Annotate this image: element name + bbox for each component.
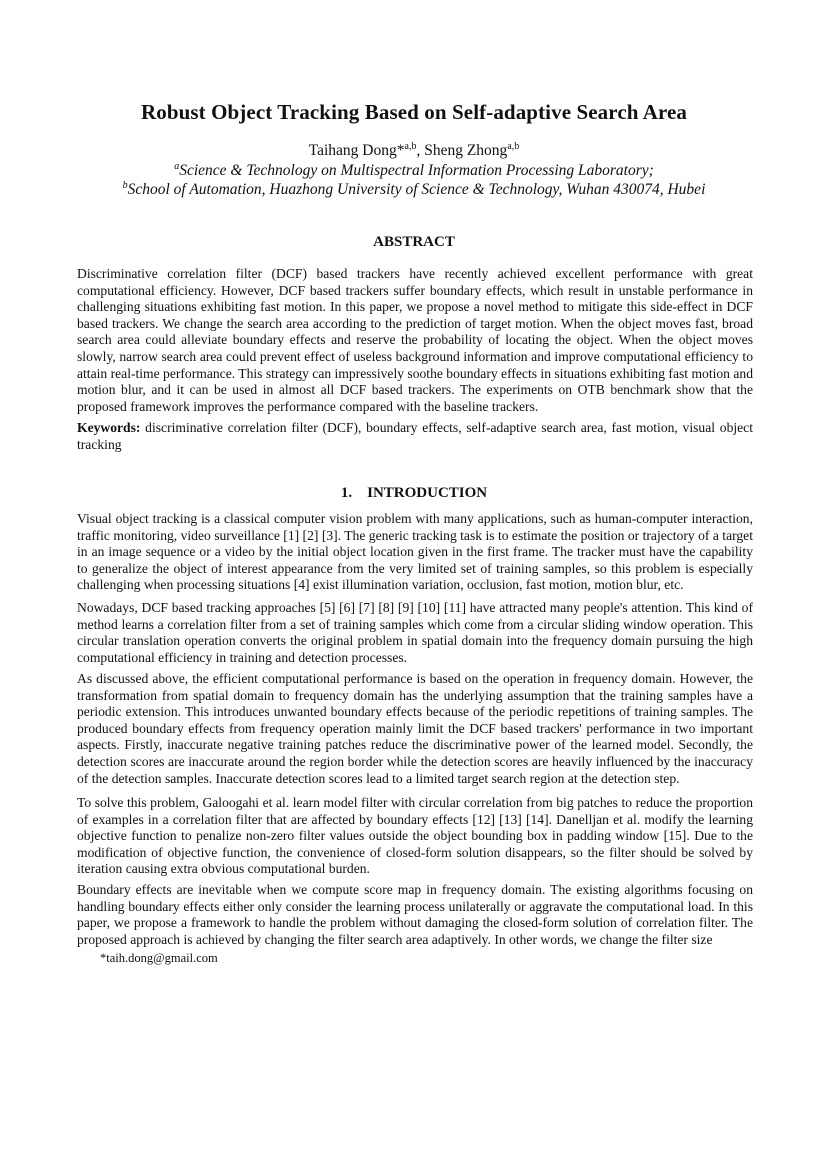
affiliation-b (0, 181, 828, 199)
author-2-affiliation-mark: a,b (507, 141, 520, 152)
intro-paragraph-4: To solve this problem, Galoogahi et al. learn model filter with circular correlation from big patches to reduce the proportion of examples in a correlation filter that are affected by boundary effects [12] [13] [14]. Danelljan et al. modify the learning objective function to penalize non-zero filter values outside the object bounding box in padding window [15]. Due to the modification of objective function, the convenience of closed-form solution disappears, so the filter should be solved by iteration causing extra obvious computational burden. (77, 795, 753, 877)
author-line (0, 142, 828, 160)
author-separator: , (416, 142, 425, 159)
affiliation-b-mark: b (122, 180, 128, 191)
affiliation-a-mark: a (174, 161, 180, 172)
intro-paragraph-2: Nowadays, DCF based tracking approaches [5] [6] [7] [8] [9] [10] [11] have attracted many people's attention. This kind of method learns a correlation filter from a set of training samples which come from a circular sliding window operation. This circular translation operation converts the original problem in spatial domain into the frequency domain pursuing the high computational efficiency in training and detection processes. (77, 600, 753, 665)
author-1: Taihang Dong* (308, 142, 405, 159)
affiliation-b-text: School of Automation, Huazhong University of Science & Technology, Wuhan 430074, Hubei (127, 181, 706, 198)
intro-paragraph-1: Visual object tracking is a classical computer vision problem with many applications, such as human-computer interaction, traffic monitoring, video surveillance [1] [2] [3]. The generic tracking task is to estimate the position or trajectory of a target in an image sequence or a video by the initial object location given in the first frame. The tracker must have the capability to generalize the object of interest appearance from the very limited set of training samples, so this problem is especially challenging when processing situations [4] exist illumination variation, occlusion, fast motion, motion blur, etc. (77, 511, 753, 593)
footnote-email: *taih.dong@gmail.com (100, 951, 218, 965)
intro-paragraph-5: Boundary effects are inevitable when we compute score map in frequency domain. The existing algorithms focusing on handling boundary effects either only consider the learning process unilaterally or aggravate the computational load. In this paper, we propose a framework to handle the problem without damaging the closed-form solution of correlation filter. The proposed approach is achieved by changing the filter search area adaptively. In other words, we change the filter size (77, 882, 753, 947)
intro-paragraph-3: As discussed above, the efficient computational performance is based on the operation in frequency domain. However, the transformation from spatial domain to frequency domain has the underlying assumption that the training samples have a periodic extension. This introduces unwanted boundary effects because of the periodic repetitions of training samples. The produced boundary effects from frequency operation mainly limit the DCF based trackers' performance in two important aspects. Firstly, inaccurate negative training patches reduce the discriminative power of the learned model. Secondly, the detection scores are inaccurate around the region border while the detection scores are heavily influenced by the inaccuracy of the detection samples. Inaccurate detection scores lead to a limited target search region at the detection step. (77, 671, 753, 786)
affiliation-a (0, 162, 828, 180)
paper-title: Robust Object Tracking Based on Self-adaptive Search Area (140, 100, 688, 124)
author-2: Sheng Zhong (424, 142, 508, 159)
abstract-heading: ABSTRACT (373, 234, 455, 250)
keywords (77, 420, 753, 453)
section-heading-introduction: 1. INTRODUCTION (340, 485, 488, 501)
affiliation-a-text: Science & Technology on Multispectral Information Processing Laboratory; (179, 162, 654, 179)
author-1-affiliation-mark: a,b (404, 141, 417, 152)
abstract-text: Discriminative correlation filter (DCF) based trackers have recently achieved excellent performance with great computational efficiency. However, DCF based trackers suffer boundary effects, which result in unstable performance in challenging situations exhibiting fast motion. In this paper, we propose a novel method to mitigate this side-effect in DCF based trackers. We change the search area according to the prediction of target motion. When the object moves fast, broad search area could alleviate boundary effects and reserve the probability of locating the object. When the object moves slowly, narrow search area could prevent effect of useless background information and improve computational efficiency to attain real-time performance. This strategy can impressively soothe boundary effects in situations exhibiting fast motion and motion blur, and it can be used in almost all DCF based trackers. The experiments on OTB benchmark show that the proposed framework improves the performance compared with the baseline trackers. (77, 266, 753, 414)
keywords-text: discriminative correlation filter (DCF), boundary effects, self-adaptive search area, fast motion, visual object tracking (77, 420, 753, 452)
keywords-label: Keywords: (77, 420, 141, 435)
